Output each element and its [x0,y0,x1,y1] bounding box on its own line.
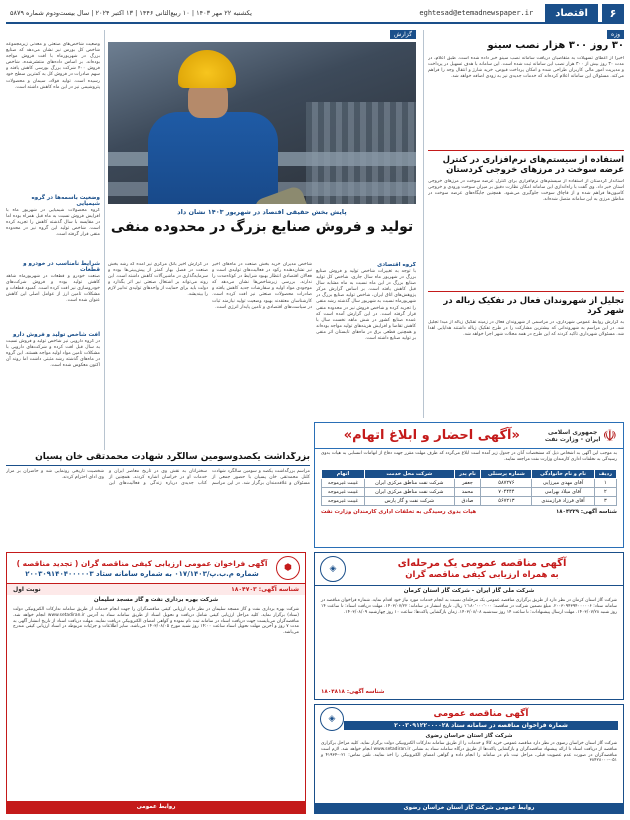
tender-left-footer: روابط عمومی [7,801,305,813]
summons-table [321,469,617,506]
left-body-1: گروه محصولات شیمیایی در شهریور ماه با افزایش فروش نسبت به ماه قبل همراه بوده اما در مقایسه با سال گذشته کاهش را تجربه کرده است. شاخص تولید این گروه نیز در محدوده منفی قرار گرفته است. [6,208,100,238]
main-body-3: در گزارش اخیر بانک مرکزی نیز آمده که رشد بخش صنعت در فصل بهار کمتر از پیش‌بینی‌ها بوده و سرمایه‌گذاری در ماشین‌آلات کاهش داشته است. این روند می‌تواند بر اشتغال صنعتی نیز اثر بگذارد و دولت باید برای حمایت از واحدهای تولیدی تدابیر لازم را بیندیشد. [108,262,208,298]
nioc-logo-icon: ⬢ [276,556,300,580]
date-line: یکشنبه ۲۲ مهر ۱۴۰۳ | ۱۰ ربیع‌الثانی ۱۴۴۶ | ۱۳ اکتبر ۲۰۲۴ | سال بیست‌و‌دوم شماره ۵۸۷۹ [10,9,252,17]
tender-right-title: آگهی مناقصه عمومی یک مرحله‌ای [397,558,567,569]
tender-ad-left [6,552,306,814]
tender-left-round: نوبت اول [13,586,41,593]
tender-left-org: شرکت بهره برداری نفت و گاز مسجد سلیمان [93,597,219,603]
summons-footer: هیات بدوی رسیدگی به تخلفات اداری کارمندان وزارت نفت [321,509,477,515]
summons-ref: شناسه آگهی: ۱۸۰۴۲۲۹ [555,509,617,515]
table-row: ۳ آقای فرزاد فرازمندی ۵۶۷۲۱۳ صادق شرکت نفت و گاز پارس غیبت غیرموجه [322,497,617,506]
headline-sino: ۳۰ روز ۳۰۰ هزار نصب سینو [487,40,624,51]
tender-right-subtitle: به همراه ارزیابی کیفی مناقصه گران [405,570,559,580]
body-fuel: استاندار کردستان از استفاده از سیستم‌های نرم‌افزاری برای کنترل عرضه سوخت در مرزهای خروجی استان خبر داد. وی گفت با راه‌اندازی این سامانه امکان نظارت دقیق بر میزان سوخت ورودی و خروجی کامیون‌ها فراهم شده و از قاچاق سوخت جلوگیری می‌شود. همچنین جایگاه‌های عرضه سوخت در مناطق مرزی به این سامانه متصل شده‌اند. [428,178,624,203]
summons-org: جمهوری اسلامی ایران - وزارت نفت [544,428,601,443]
secondary-body: مراسم بزرگداشت یکصد و سومین سالگرد شهادت کلنل محمدتقی خان پسیان با حضور جمعی از مسئولان و علاقه‌مندان برگزار شد. در این مراسم سخنرانان به نقش وی در تاریخ معاصر ایران و خدمات او در خراسان اشاره کردند. همچنین از کتاب جدیدی درباره زندگی و فعالیت‌های این شخصیت تاریخی رونمایی شد و حاضران بر مزار وی ادای احترام کردند. [6,469,310,487]
headline-waste: تجلیل از شهروندان فعال در تفکیک زباله در شهر کرد [443,295,624,317]
tender-right-ref: شناسه آگهی: ۱۸۰۴۸۱۸ [321,689,385,695]
main-headline: تولید و فروش صنایع بزرگ در محدوده منفی [110,219,414,235]
factory-worker-photo [108,42,416,204]
left-sub-2: شرایط نامناسب در خودرو و قطعات [23,261,100,273]
main-kicker: پایش بخش حقیقی اقتصاد در شهریور ۱۴۰۳ نشان داد [177,208,347,216]
left-body-3: در گروه دارویی نیز شاخص تولید و فروش نسبت به سال قبل افت کرده و شرکت‌های دارویی با مشکلات تامین مواد اولیه مواجه هستند. این گروه در ماه‌های گذشته رشد مثبتی داشت اما روند آن اکنون معکوس شده است. [6,339,100,369]
col-company: شرکت محل خدمت [364,470,454,479]
main-headline-block [108,208,416,258]
left-body-2: صنعت خودرو و قطعات در شهریورماه شاهد کاهش تولید بوده و فروش شرکت‌های خودروسازی نیز افت کرده است. کمبود قطعات و مشکلات تامین ارز از عوامل اصلی این کاهش عنوان شده است. [6,274,100,304]
tender-bottom-org: شرکت گاز استان خراسان رضوی [425,733,513,739]
gas-company-logo-icon: ◈ [320,556,346,582]
secondary-article [6,452,310,548]
page-number: ۶ [602,4,624,22]
tender-right-body: شرکت گاز استان کرمان در نظر دارد از طریق برگزاری مناقصه عمومی یک مرحله‌ای نسبت به انجام خدمات مورد نیاز خود اقدام نماید. شماره فراخوان مناقصه در سامانه ستاد: ۲۰۰۳۰۹۴۳۹۴۰۰۰۰۰۶. مبلغ تضمین شرکت در مناقصه: ۱٬۱۸۰٬۰۰۰٬۰۰۰ ریال. تاریخ انتشار در سامانه: ۱۴۰۳/۰۷/۲۲. مهلت دریافت اسناد: تا ساعت ۱۴ روز شنبه ۱۴۰۳/۰۷/۲۸. مهلت ارسال پیشنهادات: تا ساعت ۱۴ روز سه‌شنبه ۱۴۰۳/۰۸/۰۸. زمان بازگشایی پاکت‌ها: ساعت ۱۰ روز چهارشنبه ۱۴۰۳/۰۸/۰۹. [321,598,617,615]
tender-left-title: آگهی فراخوان عمومی ارزیابی کیفی مناقصه گران ( تجدید مناقصه ) [16,558,268,568]
section-title: اقتصاد [545,4,598,22]
summons-ad [314,422,624,548]
page-header [6,4,624,24]
left-sub-3: افت شاخص تولید و فروش دارو [12,332,100,338]
khorasan-gas-logo-icon: ◈ [320,707,344,731]
tender-ad-right [314,552,624,700]
col-charge: اتهام [322,470,365,479]
summons-intro: به موجب این آگهی به اشخاص ذیل که مشخصات آنان در جدول زیر آمده است ابلاغ می‌گردد که ظرف مهلت مقرر جهت دفاع از اتهامات انتسابی به هیات بدوی رسیدگی به تخلفات اداری کارمندان وزارت نفت مراجعه نمایند. [321,451,617,462]
iran-emblem-icon: ☫ [602,426,617,445]
col-father: نام پدر [454,470,481,479]
section-email: eghtesad@etemadnewspaper.ir [419,9,534,17]
tender-ad-bottom [314,704,624,814]
col-name: نام و نام خانوادگی [532,470,594,479]
report-tag: گزارش [390,30,416,39]
main-column-3 [108,262,208,417]
body-sino: اخیراً از اعطای تسهیلات به متقاضیان دریافت سامانه نصب سینو خبر داده شده است. طبق اعلام، در مدت ۳۰ روز بیش از ۳۰۰ هزار نصب این سامانه ثبت شده است. این سامانه با هدف تسهیل در پرداخت و مدیریت امور مالی کاربران طراحی شده و امکان پرداخت قبوض، خرید شارژ و انتقال وجه را فراهم می‌کند. مسئولان این سامانه اعلام کرده‌اند که خدمات جدیدی نیز به زودی اضافه خواهد شد. [428,55,624,79]
headline-fuel: استفاده از سیستم‌های نرم‌افزاری در کنترل عرضه سوخت در مرزهای خروجی کردستان [442,154,624,176]
right-column [428,40,624,420]
table-row: ۲ آقای میلاد بهرامی ۷۰۴۴۴۴ محمد شرکت نفت مناطق مرکزی ایران غیبت غیرموجه [322,488,617,497]
tender-bottom-body: شرکت گاز استان خراسان رضوی در نظر دارد مناقصه عمومی خرید کالا و خدمات را از طریق سامانه تدارکات الکترونیکی دولت برگزار نماید. کلیه مراحل برگزاری مناقصه از دریافت اسناد تا ارائه پیشنهاد مناقصه‌گران و بازگشایی پاکت‌ها از طریق درگاه سامانه ستاد به نشانی www.setadiran.ir انجام خواهد شد. لازم است مناقصه‌گران در صورت عدم عضویت قبلی، مراحل ثبت نام در سامانه را انجام داده و گواهی امضای الکترونیکی را اخذ نمایند. تلفن تماس: ۰۲۱-۴۱۹۳۴ و ۰۵۱-۳۸۴۲۸۰۰۰ [321,741,617,764]
main-body-2: شاخص مدیران خرید بخش صنعت در ماه‌های اخیر نیز نشان‌دهنده رکود در فعالیت‌های تولیدی است و فعالان اقتصادی انتظار بهبود شرایط در کوتاه‌مدت را ندارند. بررسی زیرشاخص‌ها نشان می‌دهد که موجودی مواد اولیه و سفارشات جدید کاهش یافته و صادرات محصولات صنعتی نیز افت کرده است. کارشناسان معتقدند بهبود وضعیت تولید نیازمند ثبات در سیاست‌های اقتصادی و تامین پایدار انرژی است. [212,262,312,310]
left-intro: وضعیت شاخص‌های صنعتی و معدنی زیرمجموعه شاخص کل بورس نیز نشان می‌دهد که صنایع بزرگ در شهریورماه با افت فروش مواجه بوده‌اند. بر اساس داده‌های منتشرشده، شاخص فروش ۴۰۰ شرکت بزرگ بورسی کاهش یافته و سهم صادرات در فروش کل به کمترین سطح خود رسیده است. تولید فولاد، سیمان و محصولات پتروشیمی نیز در این ماه کاهش داشته است. [6,42,100,90]
left-column [6,42,100,447]
tender-bottom-subtitle: شماره فراخوان مناقصه در سامانه ستاد ۲۰۰۳۰۹۱۲۲۰۰۰۰۲۸ [344,721,618,730]
tender-bottom-footer: روابط عمومی شرکت گاز استان خراسان رضوی [315,803,623,813]
col-row: ردیف [594,470,616,479]
secondary-headline: بزرگداشت یکصدوسومین سالگرد شهادت محمدتقی خان پسیان [6,452,310,466]
body-waste: به گزارش روابط عمومی شهرداری، در مراسمی از شهروندان فعال در زمینه تفکیک زباله از مبدأ تجلیل شد. در این مراسم به شهروندانی که بیشترین مشارکت را در طرح تفکیک زباله داشتند هدایایی اهدا شد. مسئولان شهرداری تاکید کردند که این طرح در همه محلات شهر اجرا خواهد شد. [428,320,624,338]
col-id: شماره پرسنلی [481,470,532,479]
tender-left-ref: شناسه آگهی: ۱۸۰۴۷۰۳ [231,586,299,593]
main-byline: گروه اقتصادی [377,262,416,268]
main-column-1 [316,262,416,417]
tender-left-subtitle: شماره م.ب.پ/۰۱۷/۱۴۰۳ به شماره سامانه ستاد ۲۰۰۳۰۹۱۴۰۴۰۰۰۰۰۳ [25,569,259,578]
main-body-1: با توجه به تغییرات شاخص تولید و فروش صنایع بزرگ در شهریور ماه سال جاری، شاخص کل تولید صنایع بزرگ در این ماه نسبت به ماه مشابه سال قبل کاهش یافته است. بر اساس گزارش مرکز پژوهش‌های اتاق ایران، شاخص تولید صنایع بزرگ در شهریورماه نسبت به شهریور سال گذشته رشد منفی را تجربه کرده و شاخص فروش نیز در محدوده منفی قرار گرفته است. در این گزارش آمده است که عمده صنایع کشور در شش ماهه نخست سال با کاهش تقاضا و افزایش هزینه‌های تولید مواجه بوده‌اند و همچنین قطعی برق در ماه‌های تابستان اثر منفی بر تولید صنایع داشته است. [316,269,416,342]
main-column-2 [212,262,312,417]
tender-left-body: شرکت بهره برداری نفت و گاز مسجد سلیمان در نظر دارد ارزیابی کیفی مناقصه‌گران را جهت انجام خدمات از طریق سامانه تدارکات الکترونیکی دولت (ستاد) برگزار نماید. کلیه مراحل ارزیابی کیفی شامل دریافت و تحویل اسناد از طریق سامانه ستاد به آدرس www.setadiran.ir انجام خواهد شد. مناقصه‌گران می‌بایست جهت دریافت اسناد در سامانه ثبت نام نموده و گواهی امضای الکترونیکی دریافت نمایند. مهلت دریافت اسناد از تاریخ انتشار آگهی به مدت ۷ روز و آخرین مهلت تحویل اسناد ساعت ۱۴:۰۰ روز شنبه مورخ ۱۴۰۳/۰۸/۰۵ می‌باشد. سایر اطلاعات و جزئیات مربوطه در اسناد ارزیابی کیفی مندرج می‌باشد. [13,607,300,636]
tender-bottom-title: آگهی مناقصه عمومی [433,708,529,719]
table-row: ۱ آقای مهدی میرزایی ۵۸۷۲۷۶ جعفر شرکت نفت مناطق مرکزی ایران غیبت غیرموجه [322,479,617,488]
news-tag: وزه [607,30,624,39]
tender-right-org: شرکت ملی گاز ایران - شرکت گاز استان کرمان [403,588,535,594]
left-sub-1: وضعیت باسمه‌ها در گروه شیمیایی [31,195,100,207]
summons-title: «آگهی احضار و ابلاغ اتهام» [343,428,520,443]
